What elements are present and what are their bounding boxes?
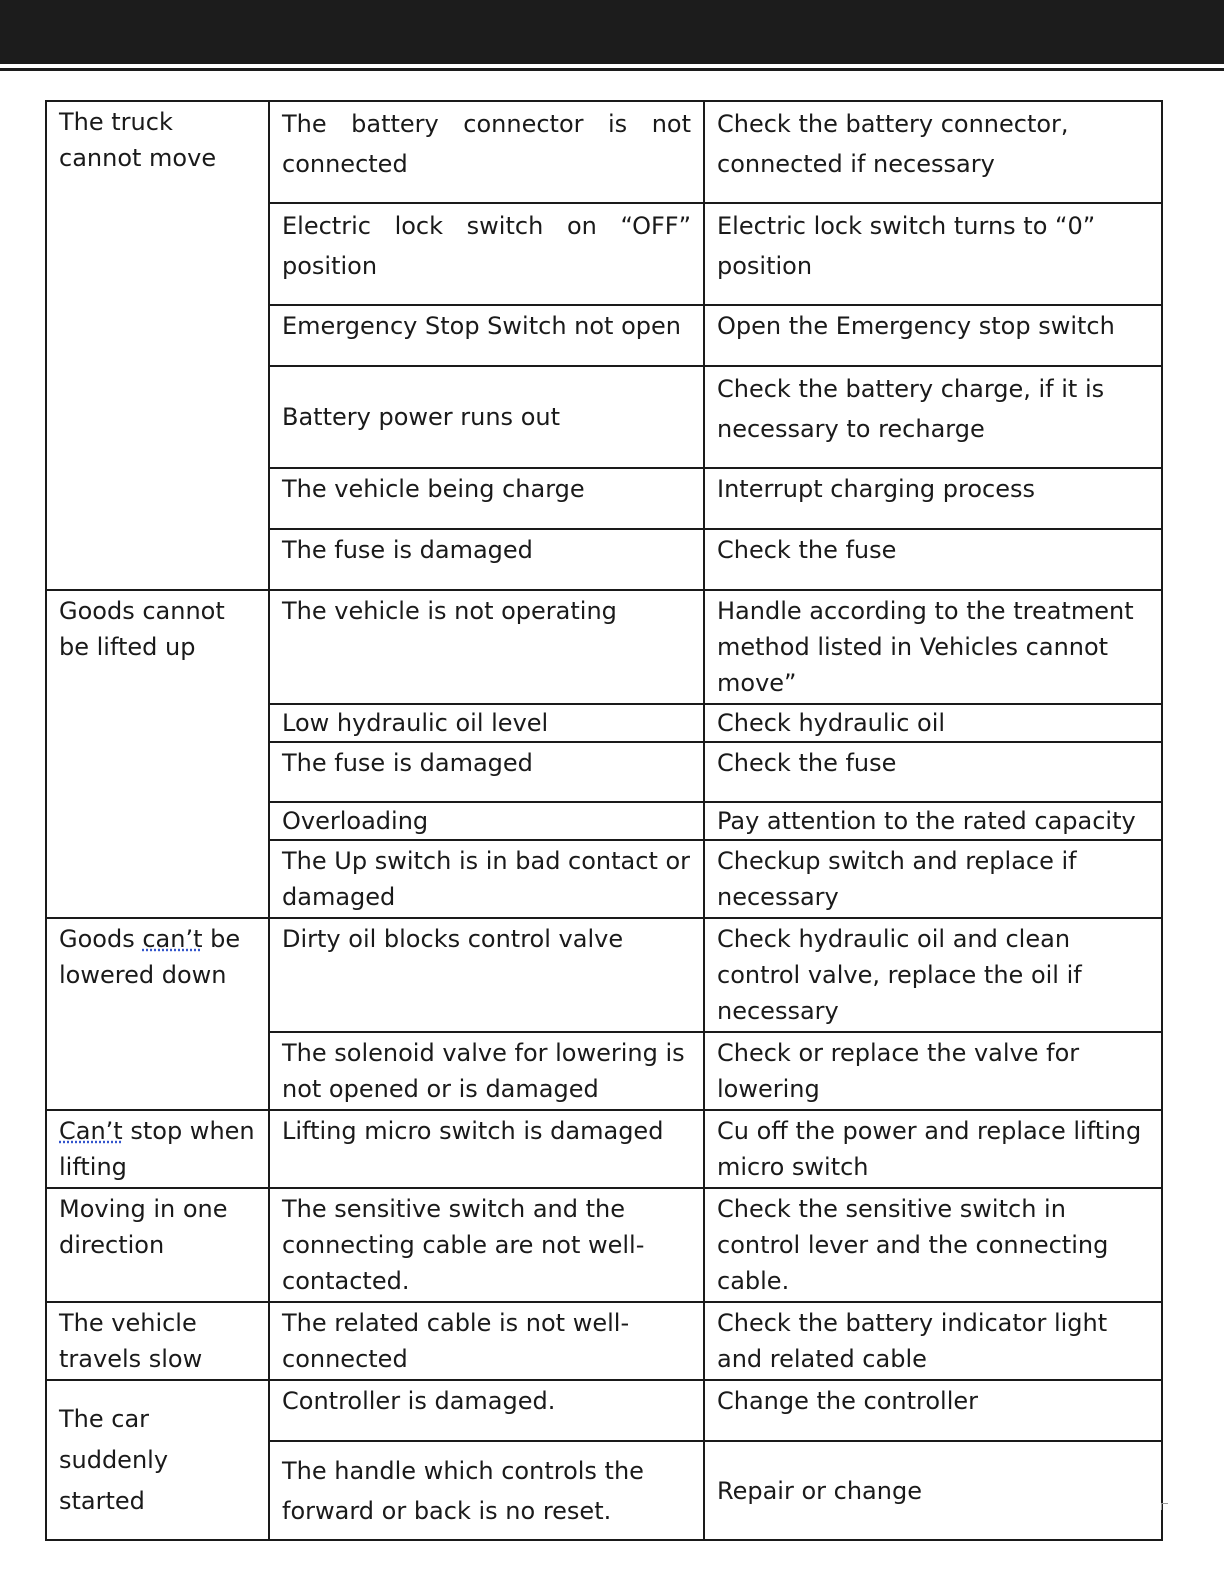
cause-cell: The related cable is not well-connected bbox=[269, 1302, 704, 1380]
table-row bbox=[46, 1110, 1162, 1188]
cause-cell: Electric lock switch on “OFF” position bbox=[269, 203, 704, 305]
corner-mark bbox=[1161, 1503, 1168, 1510]
problem-text-end: stop when lifting bbox=[59, 1117, 255, 1181]
solution-cell: Check the fuse bbox=[704, 529, 1162, 590]
solution-cell: Check hydraulic oil and clean control valve, replace the oil if necessary bbox=[704, 918, 1162, 1032]
cause-cell: Overloading bbox=[269, 802, 704, 840]
solution-cell: Check the sensitive switch in control lever and the connecting cable. bbox=[704, 1188, 1162, 1302]
solution-cell: Check the battery connector, connected if necessary bbox=[704, 101, 1162, 203]
problem-text-start: Goods bbox=[59, 925, 143, 953]
problem-cell bbox=[46, 918, 269, 1110]
cause-cell: The vehicle being charge bbox=[269, 468, 704, 529]
solution-cell: Pay attention to the rated capacity bbox=[704, 802, 1162, 840]
spellcheck-underline: Can’t bbox=[59, 1117, 123, 1145]
cause-cell: The Up switch is in bad contact or damaged bbox=[269, 840, 704, 918]
header-band bbox=[0, 0, 1224, 64]
solution-cell: Change the controller bbox=[704, 1380, 1162, 1441]
cause-cell: The fuse is damaged bbox=[269, 529, 704, 590]
table-row bbox=[46, 590, 1162, 704]
problem-cell: The car suddenly started bbox=[46, 1380, 269, 1540]
problem-text-end: be lowered down bbox=[59, 925, 241, 989]
table-row bbox=[46, 1302, 1162, 1380]
cause-cell: Lifting micro switch is damaged bbox=[269, 1110, 704, 1188]
solution-cell: Check hydraulic oil bbox=[704, 704, 1162, 742]
cause-cell: Controller is damaged. bbox=[269, 1380, 704, 1441]
problem-cell: The vehicle travels slow bbox=[46, 1302, 269, 1380]
solution-cell: Interrupt charging process bbox=[704, 468, 1162, 529]
cause-cell: Emergency Stop Switch not open bbox=[269, 305, 704, 366]
cause-cell: The fuse is damaged bbox=[269, 742, 704, 802]
cause-cell: The solenoid valve for lowering is not opened or is damaged bbox=[269, 1032, 704, 1110]
problem-cell: Moving in one direction bbox=[46, 1188, 269, 1302]
spellcheck-underline: can’t bbox=[142, 925, 203, 953]
cause-cell: Battery power runs out bbox=[269, 366, 704, 468]
solution-cell: Electric lock switch turns to “0” position bbox=[704, 203, 1162, 305]
solution-cell: Checkup switch and replace if necessary bbox=[704, 840, 1162, 918]
table-row bbox=[46, 918, 1162, 1032]
cause-cell: Low hydraulic oil level bbox=[269, 704, 704, 742]
cause-cell: Dirty oil blocks control valve bbox=[269, 918, 704, 1032]
solution-cell: Check or replace the valve for lowering bbox=[704, 1032, 1162, 1110]
cause-cell: The handle which controls the forward or back is no reset. bbox=[269, 1441, 704, 1540]
solution-cell: Check the battery indicator light and related cable bbox=[704, 1302, 1162, 1380]
troubleshooting-table bbox=[45, 100, 1163, 1541]
solution-cell: Handle according to the treatment method listed in Vehicles cannot move” bbox=[704, 590, 1162, 704]
problem-cell: The truck cannot move bbox=[46, 101, 269, 590]
table-row bbox=[46, 1380, 1162, 1441]
solution-cell: Check the battery charge, if it is necessary to recharge bbox=[704, 366, 1162, 468]
problem-cell: Goods cannot be lifted up bbox=[46, 590, 269, 918]
solution-cell: Repair or change bbox=[704, 1441, 1162, 1540]
table-row bbox=[46, 1188, 1162, 1302]
solution-cell: Cu off the power and replace lifting micro switch bbox=[704, 1110, 1162, 1188]
solution-cell: Check the fuse bbox=[704, 742, 1162, 802]
cause-cell: The battery connector is not connected bbox=[269, 101, 704, 203]
solution-cell: Open the Emergency stop switch bbox=[704, 305, 1162, 366]
header-rule bbox=[0, 68, 1224, 71]
cause-cell: The vehicle is not operating bbox=[269, 590, 704, 704]
cause-cell: The sensitive switch and the connecting cable are not well-contacted. bbox=[269, 1188, 704, 1302]
table-row bbox=[46, 101, 1162, 203]
problem-cell bbox=[46, 1110, 269, 1188]
